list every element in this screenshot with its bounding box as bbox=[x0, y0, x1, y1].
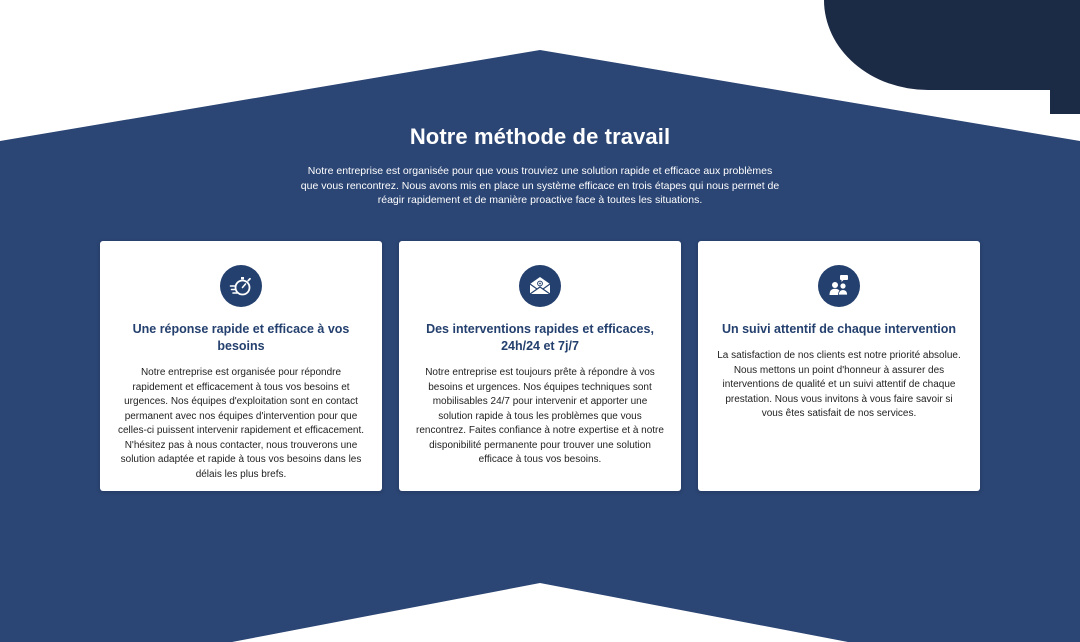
stopwatch-icon bbox=[220, 265, 262, 307]
card-attentive-follow-up bbox=[698, 241, 980, 491]
card-rapid-response bbox=[100, 241, 382, 491]
email-envelope-icon bbox=[519, 265, 561, 307]
card-text: La satisfaction de nos clients est notre priorité absolue. Nous mettons un point d'honneur à assurer des interventions de qualité et un suivi attentif de chaque prestation. Nous vous invitons à vous faire savoir si vous êtes satisfait de nos services. bbox=[717, 350, 961, 419]
card-interventions-24-7 bbox=[399, 241, 681, 491]
card-text: Notre entreprise est toujours prête à répondre à vos besoins et urgences. Nos équipes techniques sont mobilisables 24/7 pour intervenir et apporter une solution rapide à tous les problèmes que vous rencontrez. Faites confiance à notre expertise et à notre disponibilité permanente pour trouver une solution efficace à tous vos besoins. bbox=[416, 367, 664, 465]
card-title: Une réponse rapide et efficace à vos besoins bbox=[132, 322, 350, 353]
section-title: Notre méthode de travail bbox=[409, 124, 671, 149]
card-title: Un suivi attentif de chaque intervention bbox=[721, 322, 957, 336]
card-title: Des interventions rapides et efficaces, 24h/24 et 7j/7 bbox=[426, 322, 654, 353]
decorative-corner-shape bbox=[824, 0, 1080, 114]
team-support-icon bbox=[818, 265, 860, 307]
card-text: Notre entreprise est organisée pour répondre rapidement et efficacement à tous vos besoins et urgences. Nos équipes d'exploitation sont en contact permanent avec nos équipes d'intervention pour que celles-ci puissent intervenir rapidement et efficacement. N'hésitez pas à nous contacter, nous trouverons une solution adaptée et rapide à tous vos besoins dans les délais les plus brefs. bbox=[117, 367, 365, 480]
section-intro: Notre entreprise est organisée pour que vous trouviez une solution rapide et efficace aux problèmes que vous rencontrez. Nous avons mis en place un système efficace en trois étapes qui nous permet de réagir rapidement et de manière proactive face à toutes les situations. bbox=[300, 165, 780, 206]
